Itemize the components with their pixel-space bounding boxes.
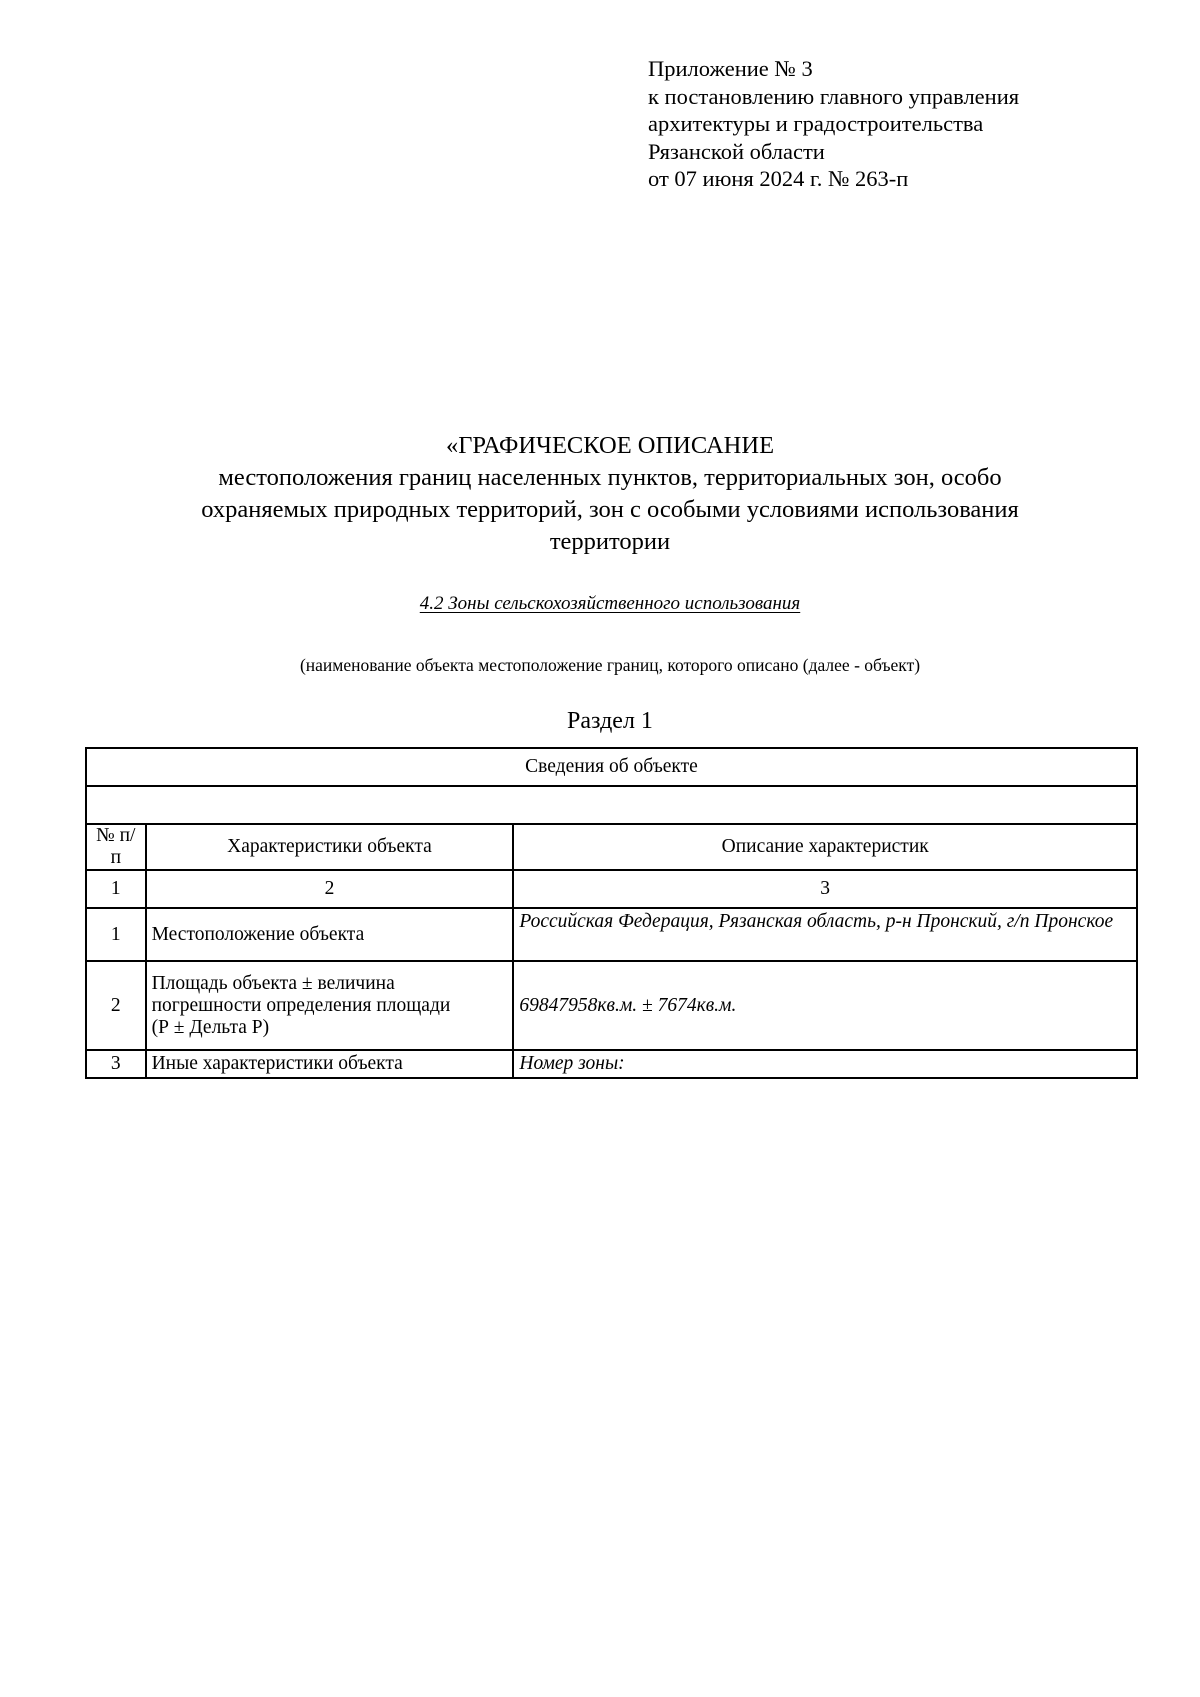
table-numbering-row	[86, 870, 1137, 908]
row-number: 1	[86, 908, 146, 961]
header-description: Описание характеристик	[513, 824, 1137, 870]
characteristic-line-3: (Р ± Дельта Р)	[151, 1016, 270, 1038]
row-description: Номер зоны:	[513, 1050, 1137, 1078]
row-characteristic	[146, 961, 514, 1050]
appendix-header	[648, 55, 1019, 193]
table-caption-row	[86, 748, 1137, 786]
appendix-region: Рязанской области	[648, 138, 825, 164]
appendix-number: Приложение № 3	[648, 56, 813, 81]
section-title: Раздел 1	[567, 708, 653, 734]
table-header-row	[86, 824, 1137, 870]
appendix-department: архитектуры и градостроительства	[648, 111, 984, 136]
object-name-text: 4.2 Зоны сельскохозяйственного использования	[419, 593, 801, 614]
header-characteristic: Характеристики объекта	[146, 824, 514, 870]
document-title	[80, 430, 1140, 558]
table-row	[86, 1050, 1137, 1078]
table-empty-row	[86, 786, 1137, 824]
title-line-4: территории	[549, 528, 671, 555]
column-number-2: 2	[146, 870, 514, 908]
row-characteristic: Местоположение объекта	[146, 908, 514, 961]
appendix-resolution: к постановлению главного управления	[648, 83, 1020, 109]
title-line-1: «ГРАФИЧЕСКОЕ ОПИСАНИЕ	[445, 432, 775, 459]
table-row	[86, 908, 1137, 961]
characteristic-line-1: Площадь объекта ± величина	[151, 972, 395, 994]
table-caption: Сведения об объекте	[86, 748, 1137, 786]
column-number-3: 3	[513, 870, 1137, 908]
column-number-1: 1	[86, 870, 146, 908]
object-info-table	[85, 747, 1138, 1079]
table-row	[86, 961, 1137, 1050]
title-line-2: местоположения границ населенных пунктов, территориальных зон, особо	[218, 464, 1002, 491]
row-number: 2	[86, 961, 146, 1050]
row-characteristic: Иные характеристики объекта	[146, 1050, 514, 1078]
title-line-3: охраняемых природных территорий, зон с особыми условиями использования	[201, 496, 1019, 523]
object-name	[80, 593, 1140, 615]
empty-cell	[86, 786, 1137, 824]
row-description: Российская Федерация, Рязанская область, р-н Пронский, г/п Пронское	[513, 908, 1137, 961]
characteristic-line-2: погрешности определения площади	[151, 994, 451, 1016]
appendix-date: от 07 июня 2024 г. № 263-п	[648, 166, 909, 191]
row-description: 69847958кв.м. ± 7674кв.м.	[513, 961, 1137, 1050]
object-name-note: (наименование объекта местоположение границ, которого описано (далее - объект)	[299, 655, 921, 675]
header-number: № п/п	[86, 824, 146, 870]
row-number: 3	[86, 1050, 146, 1078]
